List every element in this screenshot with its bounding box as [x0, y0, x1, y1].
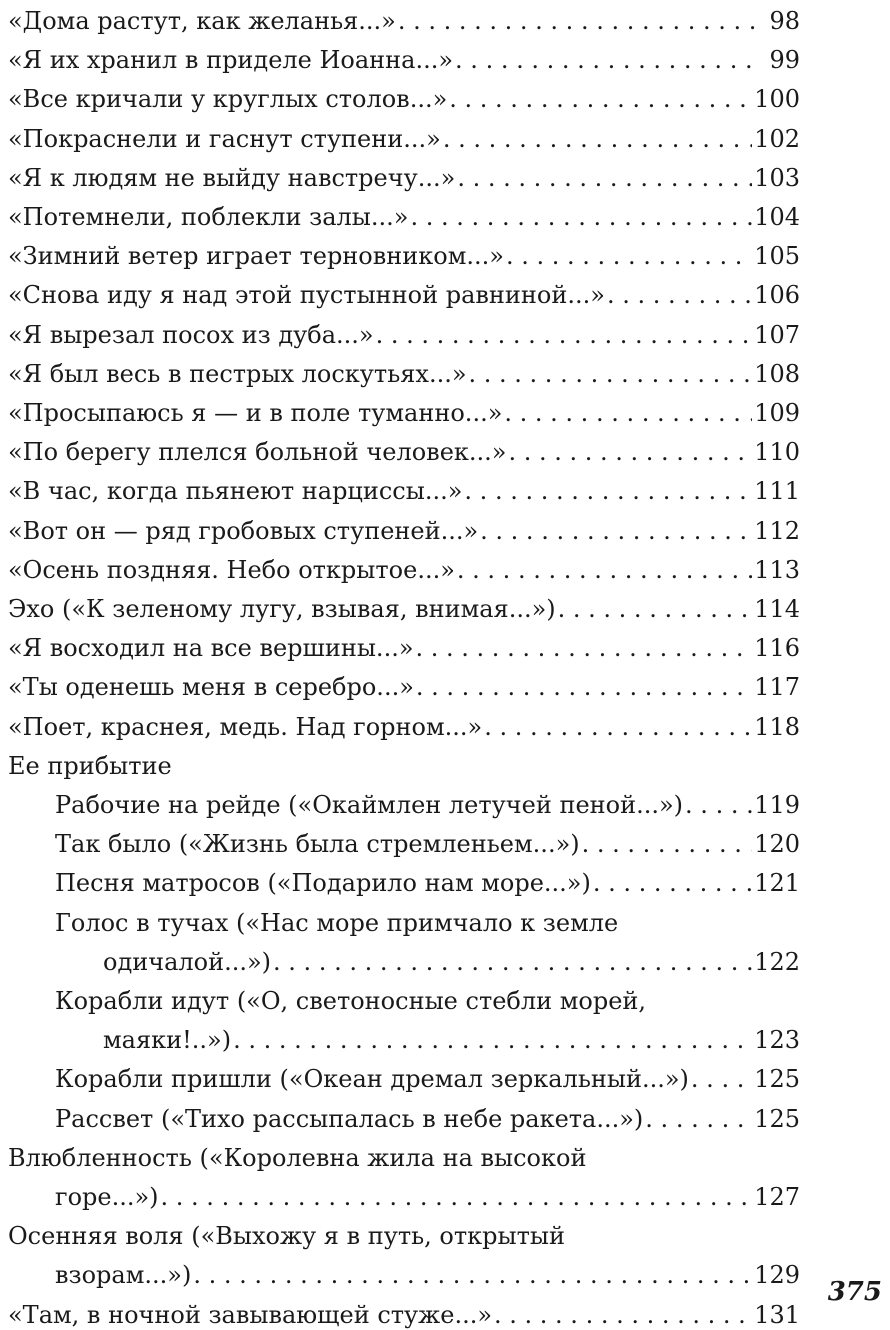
- toc-entry-page: 129: [754, 1261, 800, 1290]
- dot-leader: [494, 1300, 752, 1330]
- toc-entry: [8, 274, 800, 310]
- toc-entry-title: Осенняя воля («Выхожу я в путь, открытый: [8, 1222, 565, 1251]
- dot-leader: [558, 594, 753, 624]
- toc-entry-page: 99: [769, 46, 800, 75]
- toc-entry-title: Рабочие на рейде («Окаймлен летучей пеной...»): [55, 791, 684, 819]
- toc-entry: [8, 588, 800, 624]
- toc-entry: [55, 862, 800, 898]
- toc-entry-page: 109: [754, 399, 800, 427]
- toc-entry-page: 114: [754, 595, 800, 623]
- toc-entry-title: Голос в тучах («Нас море примчало к земле: [55, 908, 619, 937]
- toc-entry: [8, 706, 800, 742]
- toc-entry-title: «Я вырезал посох из дуба...»: [8, 320, 374, 349]
- toc-entry-page: 119: [754, 791, 800, 819]
- toc-entry-page: 117: [754, 673, 800, 702]
- toc-entry: [8, 666, 800, 702]
- toc-entry-page: 108: [754, 359, 800, 388]
- dot-leader: [506, 241, 752, 271]
- toc-entry-page: 116: [754, 634, 800, 663]
- dot-leader: [193, 1260, 752, 1290]
- toc-entry: [55, 1098, 800, 1134]
- toc-entry-title: горе...»): [55, 1183, 159, 1211]
- dot-leader: [582, 829, 753, 859]
- toc-entry: [8, 118, 800, 154]
- toc-entry: [8, 510, 800, 546]
- toc-entry: [8, 431, 800, 467]
- dot-leader: [691, 1064, 752, 1094]
- toc-entry: [8, 549, 800, 585]
- dot-leader: [469, 359, 753, 389]
- toc-entry: [55, 1176, 800, 1212]
- toc-entry-page: 127: [754, 1183, 800, 1211]
- dot-leader: [443, 124, 752, 154]
- dot-leader: [376, 320, 753, 350]
- dot-leader: [410, 202, 752, 232]
- toc-entry-page: 102: [754, 124, 800, 153]
- toc-entry: [8, 1137, 800, 1173]
- toc-entry: [55, 784, 800, 820]
- toc-entry-page: 111: [754, 477, 800, 506]
- toc-entry-title: «В час, когда пьянеют нарциссы...»: [8, 477, 463, 506]
- toc-entry-page: 110: [754, 438, 800, 467]
- toc-entry-page: 100: [754, 85, 800, 114]
- dot-leader: [504, 398, 752, 428]
- toc-entry-title: Ее прибытие: [8, 751, 172, 780]
- toc-entry-page: 121: [754, 869, 800, 898]
- toc-entry-title: «Там, в ночной завывающей стуже...»: [8, 1300, 493, 1329]
- toc-entry-title: «По берегу плелся больной человек...»: [8, 438, 507, 467]
- dot-leader: [449, 84, 752, 114]
- dot-leader: [457, 163, 752, 193]
- dot-leader: [480, 516, 752, 546]
- toc-entry-title: Эхо («К зеленому лугу, взывая, внимая...»): [8, 595, 556, 623]
- toc-entry-page: 113: [754, 555, 800, 584]
- toc-entry: [8, 314, 800, 350]
- toc-entry-page: 125: [754, 1104, 800, 1133]
- toc-entry-page: 106: [754, 281, 800, 310]
- toc-entry-page: 120: [754, 830, 800, 859]
- toc-entry-title: «Ты оденешь меня в серебро...»: [8, 673, 414, 702]
- toc-entry-title: «Покраснели и гаснут ступени...»: [8, 124, 441, 153]
- toc-entry-title: взорам...»): [55, 1261, 192, 1290]
- toc-entry-title: Корабли пришли («Океан дремал зеркальный...»): [55, 1065, 689, 1094]
- toc-entry-title: Корабли идут («О, светоносные стебли морей,: [55, 987, 647, 1015]
- toc-entry-title: Рассвет («Тихо рассыпалась в небе ракета...»): [55, 1104, 644, 1133]
- toc-entry-title: «Я их хранил в приделе Иоанна...»: [8, 46, 454, 75]
- toc-entry: [8, 0, 800, 36]
- toc-entry: [8, 745, 800, 781]
- toc-entry: [55, 1254, 800, 1290]
- dot-leader: [457, 555, 752, 585]
- toc-entry-title: «Потемнели, поблекли залы...»: [8, 203, 409, 231]
- dot-leader: [484, 712, 752, 742]
- toc-entry-title: одичалой...»): [103, 947, 272, 976]
- page-number: 375: [827, 1277, 882, 1307]
- toc-entry-title: «Я к людям не выйду навстречу...»: [8, 163, 456, 192]
- dot-leader: [685, 790, 752, 820]
- toc-entry: [8, 196, 800, 232]
- toc-entry: [55, 902, 800, 938]
- toc-entry: [103, 941, 800, 977]
- toc-entry-page: 122: [754, 947, 800, 976]
- dot-leader: [645, 1104, 752, 1134]
- toc-entry-page: 118: [754, 712, 800, 741]
- toc-entry-page: 103: [754, 163, 800, 192]
- toc-entry: [55, 823, 800, 859]
- toc-entry-page: 123: [754, 1026, 800, 1055]
- toc-entry-title: маяки!..»): [103, 1026, 232, 1055]
- dot-leader: [273, 947, 752, 977]
- toc-entry-page: 125: [754, 1065, 800, 1094]
- toc-entry-page: 104: [754, 203, 800, 231]
- toc-entry-title: «Вот он — ряд гробовых ступеней...»: [8, 516, 479, 545]
- dot-leader: [593, 868, 752, 898]
- toc-entry-title: «Просыпаюсь я — и в поле туманно...»: [8, 399, 503, 427]
- toc-entry-title: «Я восходил на все вершины...»: [8, 634, 414, 663]
- toc-entry-page: 131: [754, 1300, 800, 1329]
- dot-leader: [398, 6, 762, 36]
- toc-entry-page: 98: [769, 7, 800, 35]
- toc-entry-title: «Поет, краснея, медь. Над горном...»: [8, 712, 483, 741]
- toc-entry: [8, 392, 800, 428]
- toc-entry-title: «Снова иду я над этой пустынной равниной...»: [8, 281, 605, 310]
- toc-entry-title: «Я был весь в пестрых лоскутьях...»: [8, 359, 467, 388]
- dot-leader: [464, 476, 752, 506]
- dot-leader: [455, 45, 762, 75]
- toc-entry-title: «Осень поздняя. Небо открытое...»: [8, 555, 455, 584]
- toc-entry-page: 107: [754, 320, 800, 349]
- toc-entry: [8, 627, 800, 663]
- toc-entry-page: 105: [754, 242, 800, 271]
- dot-leader: [416, 633, 753, 663]
- toc-entry: [55, 1058, 800, 1094]
- toc-entry: [8, 235, 800, 271]
- toc-entry: [103, 1019, 800, 1055]
- toc-entry-title: «Зимний ветер играет терновником...»: [8, 242, 504, 271]
- toc-entry-title: Песня матросов («Подарило нам море...»): [55, 869, 591, 898]
- toc-entry: [8, 157, 800, 193]
- dot-leader: [161, 1182, 753, 1212]
- toc-entry: [8, 1294, 800, 1330]
- toc-entry-title: Влюбленность («Королевна жила на высокой: [8, 1143, 587, 1172]
- dot-leader: [233, 1025, 752, 1055]
- toc-entry-title: «Дома растут, как желанья...»: [8, 7, 396, 35]
- toc-entry-title: «Все кричали у круглых столов...»: [8, 85, 448, 114]
- toc-entry-title: Так было («Жизнь была стремленьем...»): [55, 830, 580, 859]
- toc-entry: [8, 78, 800, 114]
- toc-entry-page: 112: [754, 516, 800, 545]
- dot-leader: [416, 672, 752, 702]
- toc-entry: [8, 353, 800, 389]
- toc-entry: [55, 980, 800, 1016]
- dot-leader: [508, 437, 752, 467]
- dot-leader: [607, 280, 752, 310]
- toc-entry: [8, 1215, 800, 1251]
- toc-entry: [8, 470, 800, 506]
- toc-entry: [8, 39, 800, 75]
